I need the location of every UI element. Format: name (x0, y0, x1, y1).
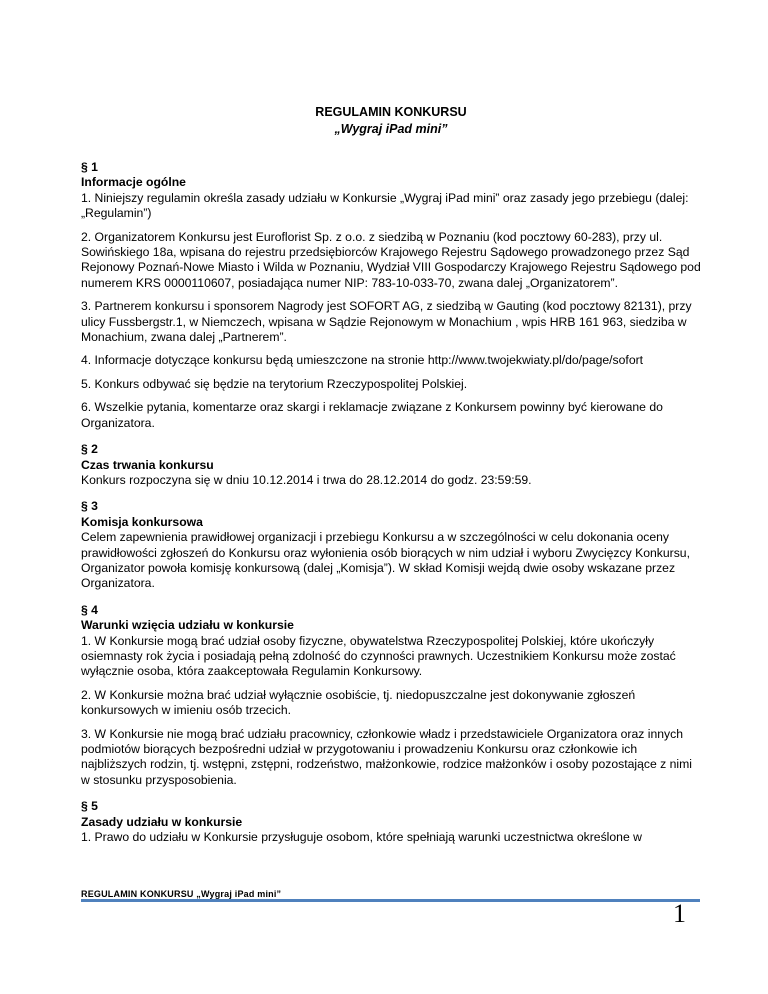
document-body (81, 160, 701, 856)
paragraph: 2. Organizatorem Konkursu jest Euroflorist Sp. z o.o. z siedzibą w Poznaniu (kod pocztowy 60-283), przy ul. Sowińskiego 18a, wpisana do rejestru przedsiębiorców Krajowego Rejestru Sądowego prowadzonego przez Sąd Rejonowy Poznań-Nowe Miasto i Wilda w Poznaniu, Wydział VIII Gospodarczy Krajowego Rejestru Sądowego pod numerem KRS 0000110607, posiadająca numer NIP: 783-10-033-70, zwana dalej „Organizatorem”. (81, 229, 701, 290)
section-number: § 2 (81, 442, 98, 457)
paragraph: 5. Konkurs odbywać się będzie na terytorium Rzeczypospolitej Polskiej. (81, 376, 468, 391)
section-number: § 1 (81, 160, 98, 174)
section-4 (81, 603, 701, 788)
section-number: § 5 (81, 799, 98, 814)
page-number: 1 (673, 899, 686, 928)
section-5 (81, 799, 701, 845)
paragraph: 1. Niniejszy regulamin określa zasady udziału w Konkursie „Wygraj iPad mini” oraz zasady jego przebiegu (dalej: „Regulamin”) (81, 190, 689, 221)
section-1 (81, 160, 701, 431)
paragraph: 1. Prawo do udziału w Konkursie przysługuje osobom, które spełniają warunki uczestnictwa określone w (81, 830, 642, 845)
paragraph: 4. Informacje dotyczące konkursu będą umieszczone na stronie http://www.twojekwiaty.pl/do/page/sofort (81, 353, 644, 368)
section-heading: Komisja konkursowa (81, 514, 203, 529)
paragraph: Celem zapewnienia prawidłowej organizacji i przebiegu Konkursu a w szczególności w celu dokonania oceny prawidłowości zgłoszeń do Konkursu oraz wyłonienia osób biorących w nim udział i wyboru Zwycięzcy Konkursu, Organizator powoła komisję konkursową (dalej „Komisja”). W skład Komisji wejdą dwie osoby wskazane przez Organizatora. (81, 530, 690, 591)
section-heading: Warunki wzięcia udziału w konkursie (81, 618, 294, 633)
paragraph: 6. Wszelkie pytania, komentarze oraz skargi i reklamacje związane z Konkursem powinny być kierowane do Organizatora. (81, 400, 663, 430)
paragraph: 1. W Konkursie mogą brać udział osoby fizyczne, obywatelstwa Rzeczypospolitej Polskiej, które ukończyły osiemnasty rok życia i posiadają pełną zdolność do czynności prawnych. Uczestnikiem Konkursu może zostać wyłącznie osoba, która zaakceptowała Regulamin Konkursowy. (81, 633, 676, 679)
document-title: REGULAMIN KONKURSU (315, 105, 467, 119)
section-heading: Zasady udziału w konkursie (81, 814, 243, 829)
section-heading: Czas trwania konkursu (81, 457, 214, 472)
section-number: § 3 (81, 499, 98, 514)
paragraph: 3. Partnerem konkursu i sponsorem Nagrody jest SOFORT AG, z siedzibą w Gauting (kod pocztowy 82131), przy ulicy Fussbergstr.1, w Niemczech, wpisana w Sądzie Rejonowym w Monachium , wpis HRB 161 963, siedziba w Monachium, zwana dalej „Partnerem”. (81, 299, 692, 345)
paragraph: 3. W Konkursie nie mogą brać udziału pracownicy, członkowie władz i przedstawiciele Organizatora oraz innych podmiotów biorących bezpośredni udział w przygotowaniu i prowadzeniu Konkursu oraz członkowie ich najbliższych rodzin, tj. wstępni, zstępni, rodzeństwo, małżonkowie, rodzice małżonków i osoby pozostające z nimi w stosunku przysposobienia. (81, 726, 692, 787)
section-number: § 4 (81, 602, 98, 617)
document-subtitle: „Wygraj iPad mini” (334, 122, 448, 136)
paragraph: Konkurs rozpoczyna się w dniu 10.12.2014 i trwa do 28.12.2014 do godz. 23:59:59. (81, 472, 532, 487)
paragraph: 2. W Konkursie można brać udział wyłącznie osobiście, tj. niedopuszczalne jest dokonywanie zgłoszeń konkursowych w imieniu osób trzecich. (81, 687, 636, 718)
section-2 (81, 442, 701, 488)
section-heading: Informacje ogólne (81, 175, 186, 190)
footer-divider (81, 899, 700, 902)
footer-running-title: REGULAMIN KONKURSU „Wygraj iPad mini” (81, 889, 282, 899)
section-3 (81, 499, 701, 591)
title-block (81, 104, 701, 138)
